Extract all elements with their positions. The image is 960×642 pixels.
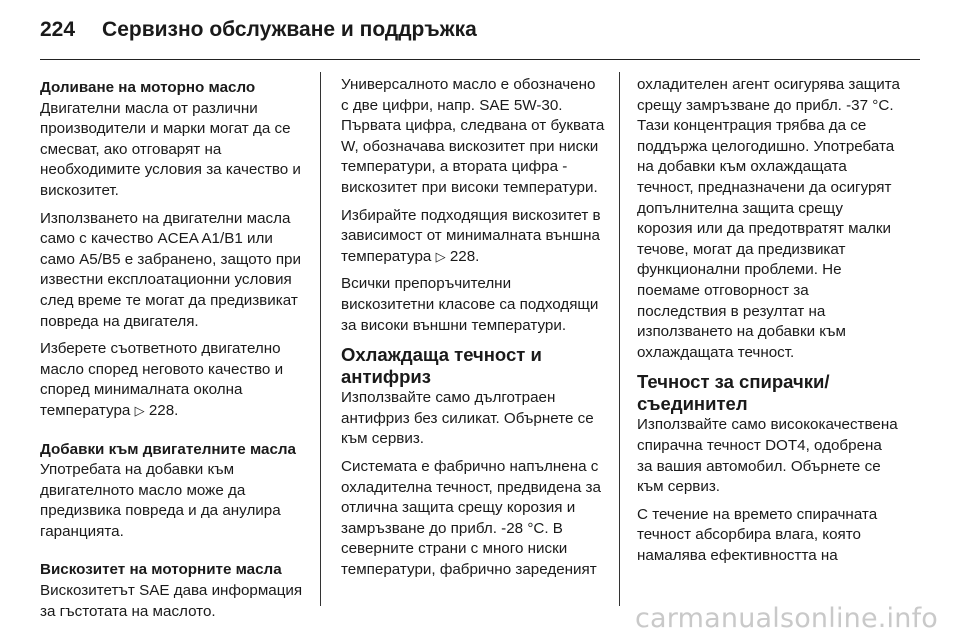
paragraph: Вискозитетът SAE дава информация за гъстотата на маслото. (40, 582, 303, 620)
column-3 (637, 75, 901, 573)
page-reference-icon[interactable]: ▷ (134, 402, 145, 418)
paragraph: Системата е фабрично напълнена с охладителна течност, предвидена за отлична защита срещу корозия и замръзване до прибл. -28 °C. В северните страни с много ниски температури, фабрично зареденият (341, 457, 601, 578)
column-2 (341, 75, 605, 587)
paragraph-text: Изберете съответното двигателно масло според неговото качество и според минималната околна температура (40, 340, 284, 419)
page-number: 224 (40, 18, 76, 41)
column-1 (40, 75, 305, 629)
paragraph (40, 339, 305, 421)
paragraph: Използването на двигателни масла само с качество ACEA A1/B1 или само A5/B5 е забранено, защото при известни експлоатационни условия след време те могат да предизвикат повреда на двигателя. (40, 209, 301, 330)
header-rule (40, 59, 920, 60)
paragraph: Използвайте само дълготраен антифриз без силикат. Обърнете се към сервиз. (341, 389, 594, 448)
paragraph: Използвайте само висококачествена спирачна течност DOT4, одобрена за вашия автомобил. Обърнете се към сервиз. (637, 416, 898, 496)
heading-brake-clutch-fluid: Течност за спирачки/ съединител (637, 371, 830, 415)
page-reference-number[interactable]: 228. (449, 247, 480, 265)
paragraph: С течение на времето спирачната течност абсорбира влага, която намалява ефективността на (637, 505, 878, 564)
paragraph: охладителен агент осигурява защита срещу замръзване до прибл. -37 °C. Тази концентрация трябва да се поддържа целогодишно. Употребата на добавки към охлаждащата течност, предназначени да осигурят допълнителна защита срещу корозия или да предотвратят малки течове, могат да предизвикат функционални проблеми. Не поемаме отговорност за последствия в резултат на използването на добавки към охлаждащата течност. (637, 76, 900, 361)
paragraph-text: Избирайте подходящия вискозитет в зависимост от минималната външна температура (341, 206, 601, 265)
paragraph: Универсалното масло е обозначено с две цифри, напр. SAE 5W-30. Първата цифра, следвана от буквата W, обозначава вискозитет при ниски температури, а втората цифра - вискозитет при високи температури. (341, 76, 605, 196)
page-title: Сервизно обслужване и поддръжка (102, 18, 477, 41)
heading-engine-oil-topup: Доливане на моторно масло (40, 79, 256, 96)
page-reference-icon[interactable]: ▷ (435, 248, 446, 264)
paragraph: Всички препоръчителни вискозитетни класове са подходящи за високи външни температури. (341, 275, 599, 334)
page-header (40, 12, 477, 48)
heading-oil-additives: Добавки към двигателните масла (40, 440, 296, 458)
paragraph: Употребата на добавки към двигателното масло може да предизвика повреда и да анулира гаранцията. (40, 461, 281, 540)
paragraph (341, 206, 605, 268)
watermark: carmanualsonline.info (635, 603, 938, 634)
column-divider-2 (619, 72, 620, 606)
heading-oil-viscosity: Вискозитет на моторните масла (40, 561, 282, 579)
heading-coolant-antifreeze: Охлаждаща течност и антифриз (341, 344, 542, 388)
column-divider-1 (320, 72, 321, 606)
page-reference-number[interactable]: 228. (148, 401, 179, 419)
paragraph: Двигателни масла от различни производители и марки могат да се смесват, ако отговарят на необходимите условия за качество и вискозитет. (40, 99, 301, 199)
